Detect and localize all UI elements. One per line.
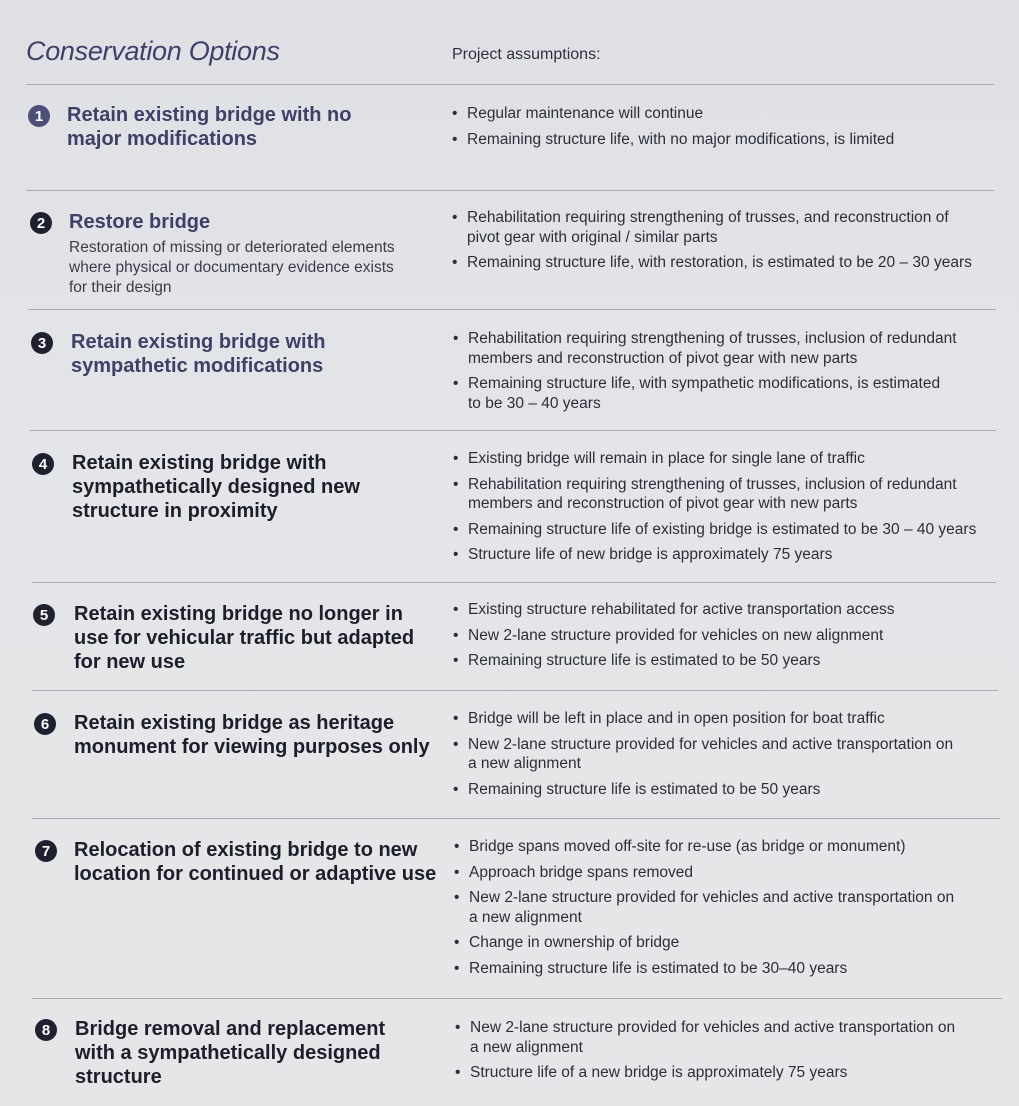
assumption-item: • Remaining structure life, with restoration, is estimated to be 20 – 30 years [452, 253, 972, 273]
assumption-item: • Remaining structure life is estimated to be 50 years [453, 651, 894, 671]
option-number-badge: 3 [31, 332, 53, 354]
assumption-item: • New 2-lane structure provided for vehicles and active transportation on a new alignment [454, 888, 954, 927]
option-subtitle: Restoration of missing or deteriorated elements where physical or documentary evidence exists for their design [69, 239, 395, 296]
option-number-badge: 4 [32, 453, 54, 475]
assumption-item: • New 2-lane structure provided for vehicles and active transportation on a new alignment [453, 735, 953, 774]
assumption-list [454, 837, 954, 984]
assumption-list [452, 104, 894, 155]
assumption-list [453, 709, 953, 805]
divider [28, 309, 996, 310]
assumption-list [453, 600, 894, 677]
assumption-item: • Remaining structure life, with sympathetic modifications, is estimated to be 30 – 40 years [453, 374, 957, 413]
option-title: Retain existing bridge as heritage monument for viewing purposes only [74, 712, 430, 758]
assumption-item: • Bridge will be left in place and in open position for boat traffic [453, 709, 953, 729]
assumption-item: • Remaining structure life of existing bridge is estimated to be 30 – 40 years [453, 520, 976, 540]
assumption-item: • New 2-lane structure provided for vehicles and active transportation on a new alignment [455, 1018, 955, 1057]
option-number-badge: 6 [34, 713, 56, 735]
divider [30, 430, 996, 431]
option-title: Restore bridge [69, 211, 211, 233]
option-title: Retain existing bridge with sympathetically designed new structure in proximity [72, 452, 360, 522]
assumption-item: • Existing structure rehabilitated for active transportation access [453, 600, 894, 620]
assumption-item: • Approach bridge spans removed [454, 863, 954, 883]
divider [26, 190, 994, 191]
option-title: Retain existing bridge with sympathetic modifications [71, 331, 326, 377]
option-number-badge: 7 [35, 840, 57, 862]
assumption-item: • Remaining structure life is estimated to be 30–40 years [454, 959, 954, 979]
assumption-item: • Structure life of a new bridge is approximately 75 years [455, 1063, 955, 1083]
option-number-badge: 8 [35, 1019, 57, 1041]
assumption-item: • Regular maintenance will continue [452, 104, 894, 124]
option-title: Relocation of existing bridge to new location for continued or adaptive use [74, 839, 437, 885]
assumption-list [455, 1018, 955, 1089]
assumption-item: • Rehabilitation requiring strengthening of trusses, inclusion of redundant members and reconstruction of pivot gear with new parts [453, 475, 976, 514]
divider [32, 818, 1000, 819]
divider [32, 690, 998, 691]
assumption-item: • Rehabilitation requiring strengthening of trusses, inclusion of redundant members and reconstruction of pivot gear with new parts [453, 329, 957, 368]
option-number-badge: 2 [30, 212, 52, 234]
assumption-list [453, 329, 957, 419]
assumption-item: • Bridge spans moved off-site for re-use (as bridge or monument) [454, 837, 954, 857]
assumption-item: • Structure life of new bridge is approximately 75 years [453, 545, 976, 565]
assumption-item: • Remaining structure life is estimated to be 50 years [453, 780, 953, 800]
option-number-badge: 1 [28, 105, 50, 127]
option-number-badge: 5 [33, 604, 55, 626]
assumption-list [453, 449, 976, 571]
assumption-item: • Remaining structure life, with no major modifications, is limited [452, 130, 894, 150]
option-title: Bridge removal and replacement with a sympathetically designed structure [75, 1018, 386, 1088]
assumption-list [452, 208, 972, 279]
divider [32, 582, 996, 583]
assumption-item: • Existing bridge will remain in place for single lane of traffic [453, 449, 976, 469]
assumptions-header: Project assumptions: [452, 46, 601, 63]
assumption-item: • New 2-lane structure provided for vehicles on new alignment [453, 626, 894, 646]
divider [32, 998, 1002, 999]
assumption-item: • Rehabilitation requiring strengthening of trusses, and reconstruction of pivot gear with original / similar parts [452, 208, 972, 247]
option-title: Retain existing bridge no longer in use for vehicular traffic but adapted for new use [74, 603, 415, 673]
divider [26, 84, 994, 85]
option-title: Retain existing bridge with no major modifications [67, 104, 352, 150]
assumption-item: • Change in ownership of bridge [454, 933, 954, 953]
page-title: Conservation Options [26, 36, 280, 66]
